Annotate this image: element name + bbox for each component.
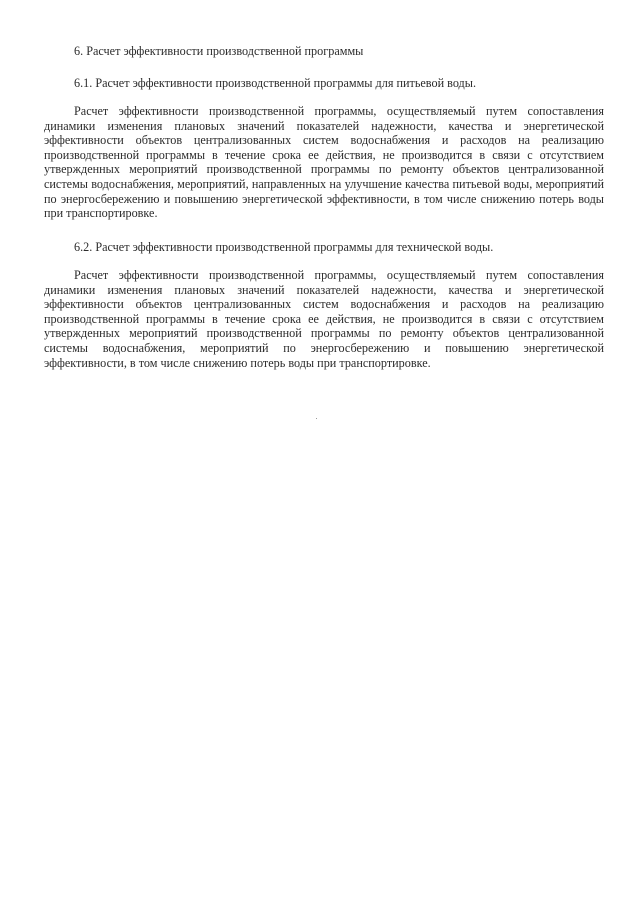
- paragraph-drinking-water: Расчет эффективности производственной программы, осуществляемый путем сопоставления динамики изменения плановых значений показателей надежности, качества и энергетической эффективности объектов централизованных систем водоснабжения и расходов на реализацию производственной программы в течение срока ее действия, не производится в связи с отсутствием утвержденных мероприятий производственной программы по ремонту объектов централизованной системы водоснабжения, мероприятий, направленных на улучшение качества питьевой воды, мероприятий по энергосбережению и повышению энергетической эффективности, в том числе снижению потерь воды при транспортировке.: [44, 104, 604, 221]
- paragraph-technical-water: Расчет эффективности производственной программы, осуществляемый путем сопоставления динамики изменения плановых значений показателей надежности, качества и энергетической эффективности объектов централизованных систем водоснабжения и расходов на реализацию производственной программы в течение срока ее действия, не производится в связи с отсутствием утвержденных мероприятий производственной программы по ремонту объектов централизованной системы водоснабжения, мероприятий по энергосбережению и повышению энергетической эффективности, в том числе снижению потерь воды при транспортировке.: [44, 268, 604, 370]
- scan-speck: [316, 418, 317, 419]
- subsection-heading-technical-water: 6.2. Расчет эффективности производственной программы для технической воды.: [74, 240, 494, 254]
- subsection-heading-drinking-water: 6.1. Расчет эффективности производственной программы для питьевой воды.: [74, 76, 476, 90]
- section-heading: 6. Расчет эффективности производственной программы: [74, 44, 364, 58]
